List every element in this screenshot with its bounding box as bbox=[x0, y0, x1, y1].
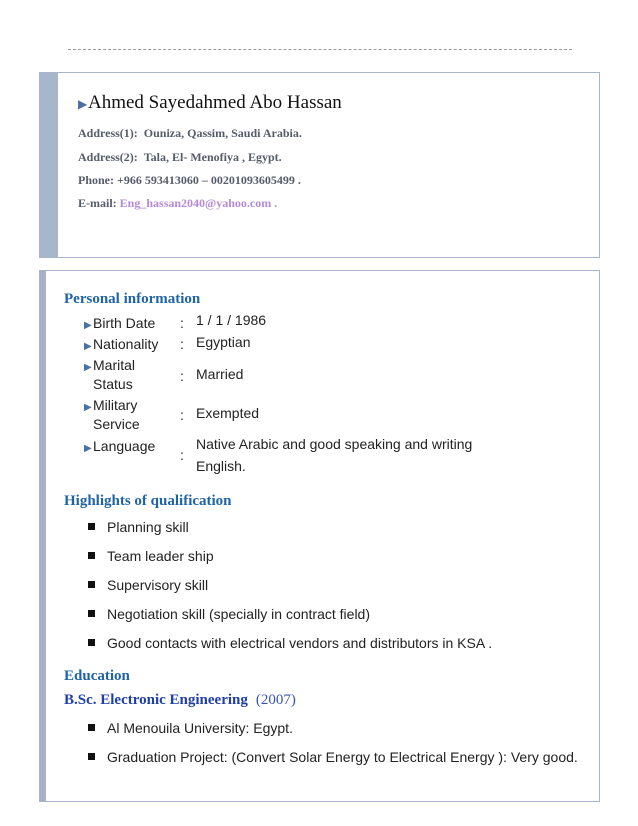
contact-card-accent-bar bbox=[40, 73, 58, 257]
square-bullet-icon bbox=[88, 552, 95, 559]
nationality-value: Egyptian bbox=[196, 334, 251, 350]
list-item: Al Menouila University: Egypt. bbox=[88, 720, 293, 736]
degree-year: (2007) bbox=[255, 692, 296, 708]
triangle-right-icon: ▶ bbox=[84, 443, 92, 454]
triangle-right-icon: ▶ bbox=[84, 402, 92, 413]
candidate-name: ▶Ahmed Sayedahmed Abo Hassan bbox=[78, 92, 342, 113]
resume-body: Personal information ▶Birth Date : 1 / 1 / 1986 ▶Nationality : Egyptian ▶Marital Status : Married ▶Military Service : Exempted ▶Language : Native Arabic and good speaking and writing English. Highlights of qualification Planning skill Team leader ship Supervisory skill Negotiation skill (specially in contract field) Good contacts with electrical vendors and distributors in KSA . Education B.Sc. Electronic Engineering (2007) Al Menouila University: Egypt. Graduation Project: (Convert Solar Energy to Electrical Energy ): Very good. bbox=[39, 270, 600, 802]
degree-line bbox=[64, 692, 296, 709]
military-service-value: Exempted bbox=[196, 405, 260, 421]
list-item: Planning skill bbox=[88, 519, 189, 535]
address1-line: Address(1): Ouniza, Qassim, Saudi Arabia. bbox=[78, 126, 302, 140]
square-bullet-icon bbox=[88, 523, 95, 530]
marital-status-value: Married bbox=[196, 366, 244, 382]
personal-info-heading: Personal information bbox=[64, 291, 201, 307]
education-heading: Education bbox=[64, 668, 130, 684]
resume-body-accent-bar bbox=[40, 271, 46, 801]
square-bullet-icon bbox=[88, 610, 95, 617]
degree-title: B.Sc. Electronic Engineering bbox=[64, 692, 248, 708]
address2-line: Address(2): Tala, El- Menofiya , Egypt. bbox=[78, 150, 282, 164]
language-value-line2: English. bbox=[196, 458, 246, 474]
triangle-right-icon: ▶ bbox=[84, 341, 92, 352]
email-link[interactable]: Eng_hassan2040@yahoo.com bbox=[119, 196, 272, 210]
triangle-right-icon: ▶ bbox=[84, 362, 92, 373]
contact-card bbox=[39, 72, 600, 258]
list-item: Graduation Project: (Convert Solar Energy to Electrical Energy ): Very good. bbox=[88, 749, 578, 765]
triangle-right-icon: ▶ bbox=[84, 320, 92, 331]
triangle-right-icon: ▶ bbox=[78, 97, 88, 111]
square-bullet-icon bbox=[88, 724, 95, 731]
square-bullet-icon bbox=[88, 581, 95, 588]
highlights-heading: Highlights of qualification bbox=[64, 493, 232, 509]
top-divider bbox=[68, 49, 572, 50]
email-line: E-mail: Eng_hassan2040@yahoo.com . bbox=[78, 196, 278, 210]
birth-date-value: 1 / 1 / 1986 bbox=[196, 312, 267, 328]
square-bullet-icon bbox=[88, 753, 95, 760]
list-item: Good contacts with electrical vendors and distributors in KSA . bbox=[88, 635, 492, 651]
list-item: Team leader ship bbox=[88, 548, 214, 564]
language-value-line1: Native Arabic and good speaking and writing bbox=[196, 436, 473, 452]
list-item: Supervisory skill bbox=[88, 577, 208, 593]
list-item: Negotiation skill (specially in contract field) bbox=[88, 606, 370, 622]
phone-line: Phone: +966 593413060 – 00201093605499 . bbox=[78, 173, 301, 187]
square-bullet-icon bbox=[88, 639, 95, 646]
